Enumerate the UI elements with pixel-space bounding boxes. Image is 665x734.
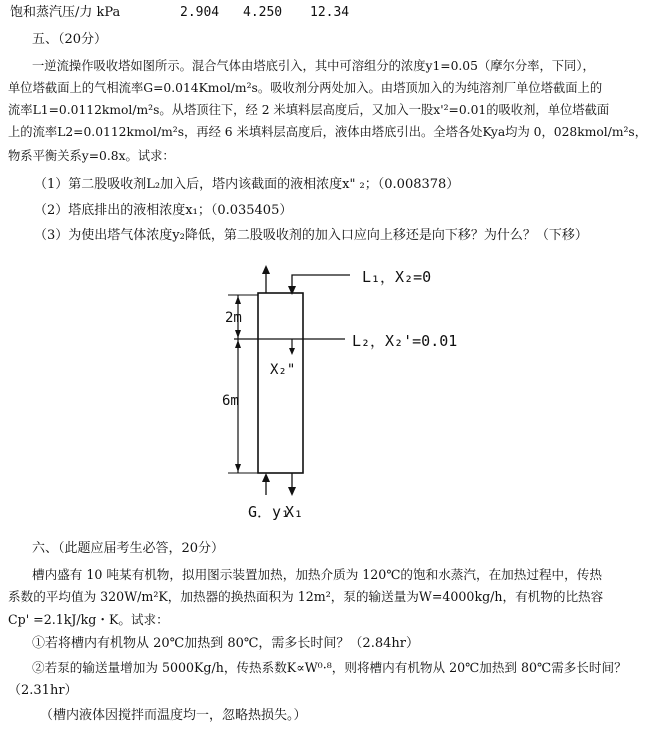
q6-para-line-3: Cp' =2.1kJ/kg・K。试求： [8, 612, 169, 627]
top-gas-outlet-arrow-icon [262, 265, 270, 274]
q5-para-line-2: 单位塔截面上的气相流率G=0.014Kmol/m²s。吸收剂分两处加入。由塔顶加入的为纯溶剂厂单位塔截面上的 [8, 81, 603, 95]
q5-sub-1: （1）第二股吸收剂L₂加入后，塔内该截面的液相浓度x" ₂；（0.008378） [34, 177, 460, 192]
l1-label: L₁，X₂=0 [362, 268, 432, 286]
q6-sub-1: ①若将槽内有机物从 20℃加热到 80℃，需多长时间？（2.84hr） [32, 636, 419, 651]
q6-sub-2: ②若泵的输送量增加为 5000Kg/h，传热系数K∝W⁰·⁸，则将槽内有机物从 20℃加热到 80℃需多长时间？ [32, 660, 627, 675]
vapor-pressure-row [10, 4, 350, 22]
q6-note: （槽内液体因搅拌而温度均一，忽略热损失。） [40, 708, 307, 723]
q5-para-line-5: 物系平衡关系y=0.8x。试求： [8, 149, 175, 163]
liquid-outlet-label: X₁ [285, 503, 304, 521]
q5-para-line-4: 上的流率L2=0.0112kmol/m²s，再经 6 米填料层高度后，液体由塔底引出。全塔各处Kya均为 0，028kmol/m²s， [8, 125, 648, 139]
x2pp-label: X₂" [270, 362, 296, 378]
q5-sub-2: （2）塔底排出的液相浓度x₁；（0.035405） [34, 203, 293, 218]
l1-feed-line [292, 275, 350, 291]
vapor-pressure-value-2: 4.250 [243, 5, 283, 20]
dim-arrow-bottom-icon [235, 464, 241, 472]
height-upper-label: 2m [225, 310, 242, 326]
tower-column [258, 293, 303, 473]
vapor-pressure-value-3: 12.34 [310, 5, 350, 20]
q6-sub-2-answer: （2.31hr） [8, 683, 78, 698]
q6-heading: 六、（此题应届考生必答，20分） [32, 541, 225, 556]
vapor-pressure-label: 饱和蒸汽压/力 kPa [10, 5, 121, 20]
gas-inlet-label: G．y₁ [248, 503, 291, 521]
x2pp-flow-arrow-icon [289, 348, 295, 355]
q5-para-line-1: 一逆流操作吸收塔如图所示。混合气体由塔底引入，其中可溶组分的浓度y1=0.05（摩尔分率，下同）， [32, 59, 595, 73]
height-lower-label: 6m [222, 393, 239, 409]
q6-para-line-1: 槽内盛有 10 吨某有机物，拟用图示装置加热，加热介质为 120℃的饱和水蒸汽，在加热过程中，传热 [32, 567, 602, 582]
absorption-tower-diagram [0, 255, 665, 555]
q6-para-line-2: 系数的平均值为 320W/m²K，加热器的换热面积为 12m²，泵的输送量为W=4000kg/h，有机物的比热容 [8, 589, 604, 604]
bottom-liquid-outlet-arrow-icon [288, 487, 296, 496]
dim-arrow-mid-down-icon [235, 340, 241, 348]
q5-para-line-3: 流率L1=0.0112kmol/m²s。从塔顶往下，经 2 米填料层高度后，又加入一股x'²=0.01的吸收剂，单位塔截面 [8, 103, 610, 117]
dim-arrow-top-icon [235, 296, 241, 304]
bottom-gas-inlet-arrow-icon [262, 473, 270, 482]
q5-heading: 五、（20分） [32, 32, 108, 47]
dim-arrow-mid-up-icon [235, 330, 241, 338]
q5-sub-3: （3）为使出塔气体浓度y₂降低，第二股吸收剂的加入口应向上移还是向下移？为什么？（下移） [34, 228, 588, 243]
vapor-pressure-value-1: 2.904 [180, 5, 220, 20]
l2-label: L₂，X₂'=0.01 [352, 332, 458, 350]
